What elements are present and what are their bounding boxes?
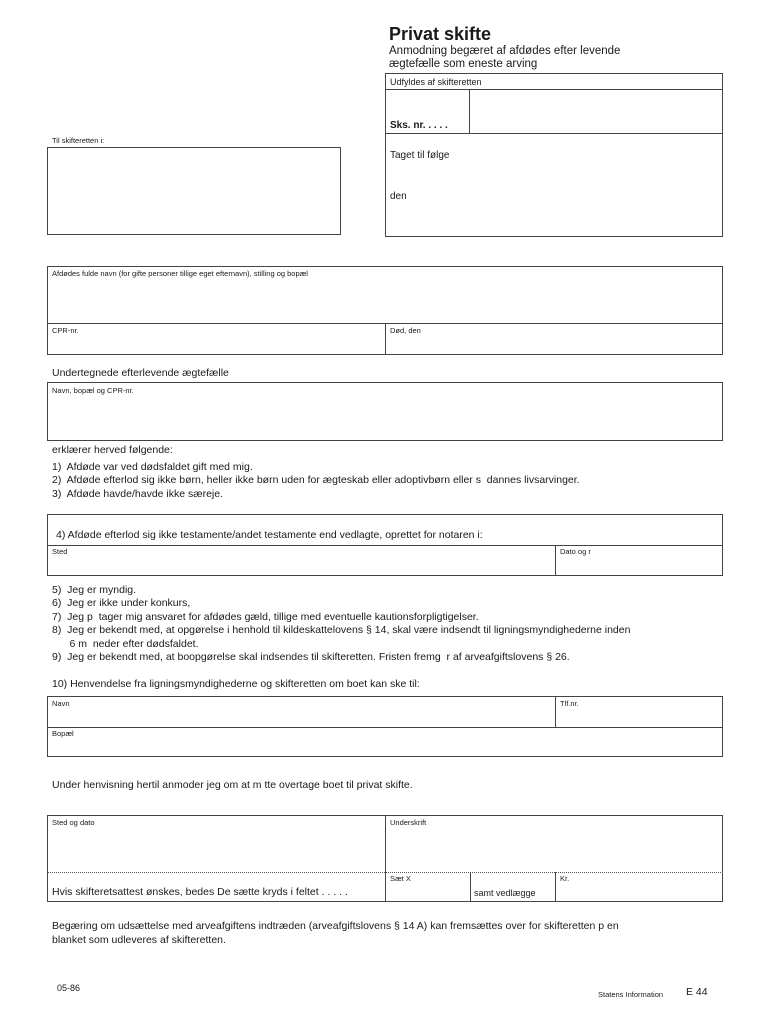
- declaration-item: 1) Afdøde var ved dødsfaldet gift med mig.: [52, 461, 253, 473]
- form-subtitle-line1: Anmodning begæret af afdødes efter levende: [389, 45, 621, 57]
- footer-note-line2: blanket som udleveres af skifteretten.: [52, 934, 226, 946]
- signature-vertical-divider: [385, 815, 386, 872]
- spouse-name-label: Navn, bopæl og CPR-nr.: [52, 386, 134, 395]
- court-box-divider-2: [385, 133, 723, 134]
- court-box-vertical-divider: [469, 89, 470, 133]
- place-x-label: Sæt X: [390, 874, 411, 883]
- contact-vertical-divider: [555, 696, 556, 727]
- checkbox-right-divider: [470, 872, 471, 902]
- spouse-field[interactable]: [47, 382, 723, 441]
- certificate-checkbox[interactable]: [386, 884, 469, 901]
- kr-label: Kr.: [560, 874, 570, 883]
- declaration-item: 9) Jeg er bekendt med, at boopgørelse skal indsendes til skifteretten. Fristen fremg r af arveafgiftslovens § 26.: [52, 651, 570, 664]
- publisher-label: Statens Information: [598, 990, 664, 999]
- contact-address-label: Bopæl: [52, 729, 74, 738]
- cpr-label: CPR-nr.: [52, 326, 79, 335]
- declarations-list-b: [52, 584, 630, 664]
- form-title: Privat skifte: [389, 24, 492, 44]
- deceased-name-label: Afdødes fulde navn (for gifte personer tillige eget efternavn), stilling og bopæl: [52, 269, 308, 278]
- date-label: den: [390, 191, 407, 202]
- declaration-item: 8) Jeg er bekendt med, at opgørelse i henhold til kildeskattelovens § 14, skal være indsendt til ligningsmyndighederne inden: [52, 624, 631, 637]
- taken-label: Taget til følge: [390, 150, 450, 161]
- form-id: E 44: [686, 986, 708, 998]
- declaration-item: 6) Jeg er ikke under konkurs,: [52, 597, 191, 610]
- form-subtitle-line2: ægtefælle som eneste arving: [389, 58, 538, 70]
- testament-divider: [47, 545, 723, 546]
- form-date-code: 05-86: [57, 983, 81, 993]
- contact-heading: 10) Henvendelse fra ligningsmyndighederne og skifteretten om boet kan ske til:: [52, 678, 420, 690]
- died-label: Død, den: [390, 326, 421, 335]
- spouse-heading: Undertegnede efterlevende ægtefælle: [52, 367, 229, 379]
- deceased-vertical-divider: [385, 323, 386, 355]
- certificate-text: Hvis skifteretsattest ønskes, bedes De sætte kryds i feltet . . . . .: [52, 886, 348, 898]
- attach-text: samt vedlægge: [474, 888, 536, 898]
- declarations-list-a: [52, 461, 580, 501]
- declaration-item: 2) Afdøde efterlod sig ikke børn, heller ikke børn uden for ægteskab eller adoptivbørn eller s dannes livsarvinger.: [52, 474, 580, 487]
- to-court-label: Til skifteretten i:: [52, 136, 105, 145]
- contact-divider: [47, 727, 723, 728]
- declare-heading: erklærer herved følgende:: [52, 444, 173, 456]
- footer-note-line1: Begæring om udsættelse med arveafgiftens indtræden (arveafgiftslovens § 14 A) kan fremsættes over for skifteretten p en: [52, 920, 619, 932]
- signature-label: Underskrift: [390, 818, 427, 827]
- case-number-label: Sks. nr. . . . .: [390, 120, 448, 131]
- testament-date-label: Dato og r: [560, 547, 591, 556]
- contact-phone-label: Tlf.nr.: [560, 699, 579, 708]
- contact-name-label: Navn: [52, 699, 70, 708]
- testament-statement: 4) Afdøde efterlod sig ikke testamente/andet testamente end vedlagte, oprettet for notaren i:: [56, 529, 483, 541]
- declaration-item: 5) Jeg er myndig.: [52, 584, 137, 596]
- court-box-divider: [385, 89, 723, 90]
- request-text: Under henvisning hertil anmoder jeg om at m tte overtage boet til privat skifte.: [52, 779, 413, 791]
- place-date-label: Sted og dato: [52, 818, 95, 827]
- kr-divider: [555, 872, 556, 902]
- to-court-field[interactable]: [47, 147, 341, 235]
- testament-vertical-divider: [555, 545, 556, 576]
- testament-place-label: Sted: [52, 547, 68, 556]
- declaration-item: 3) Afdøde havde/havde ikke særeje.: [52, 487, 224, 500]
- court-box-heading: Udfyldes af skifteretten: [390, 77, 482, 87]
- deceased-name-field[interactable]: [48, 280, 722, 322]
- declaration-item: 6 m neder efter dødsfaldet.: [52, 637, 199, 650]
- declaration-item: 7) Jeg p tager mig ansvaret for afdødes gæld, tillige med eventuelle kautionsforpligtigelser.: [52, 610, 479, 623]
